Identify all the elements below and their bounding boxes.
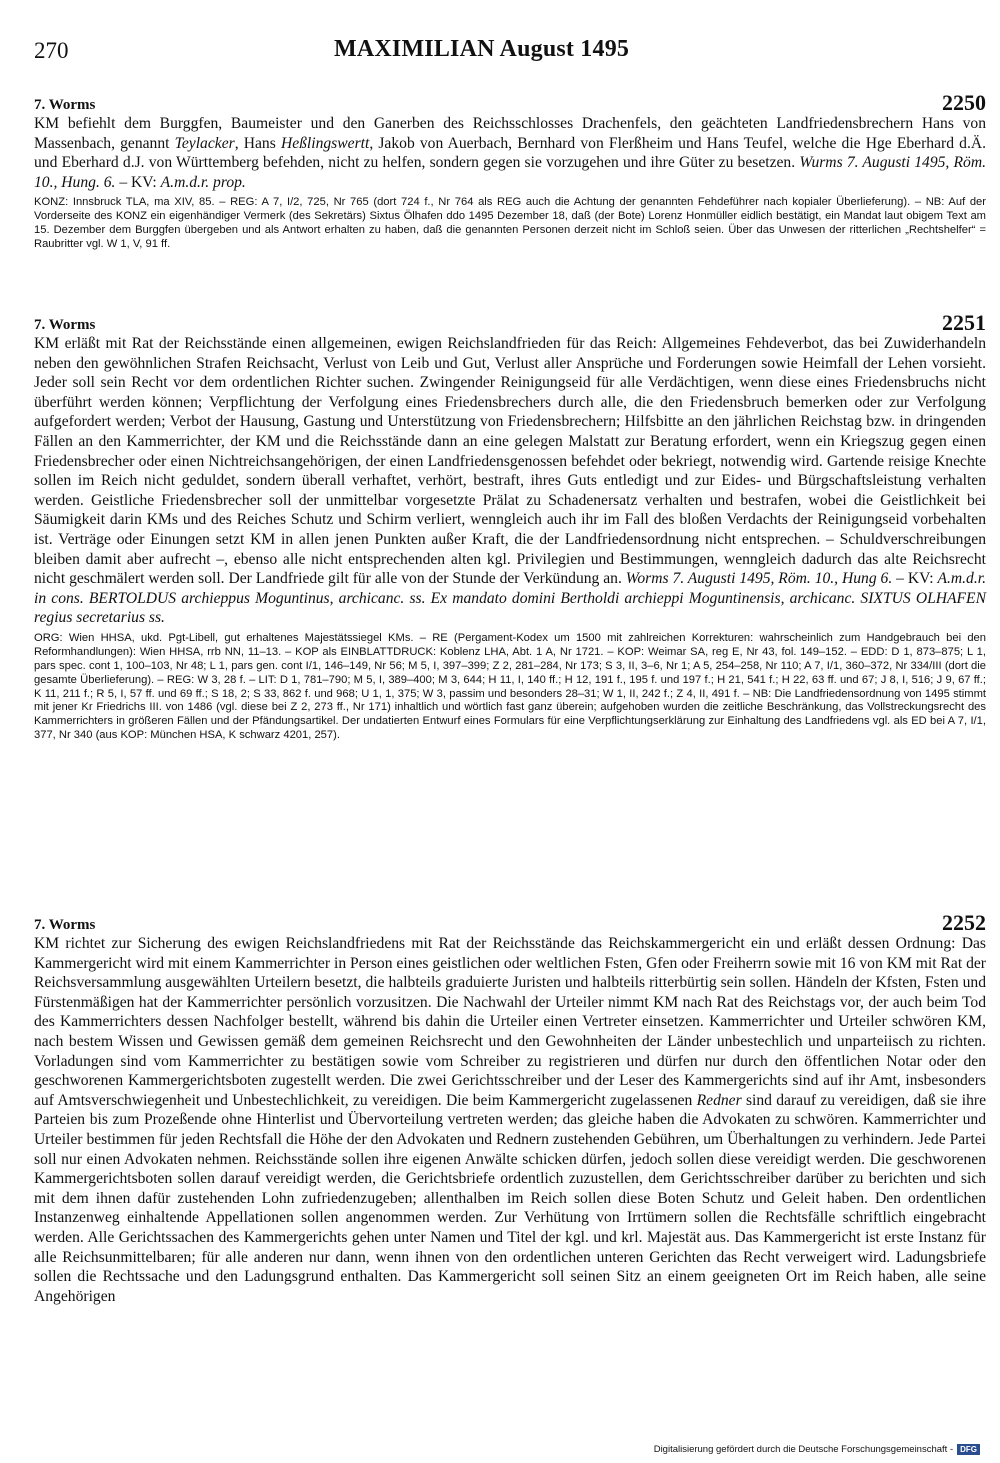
regest-entry-2250 — [34, 92, 986, 252]
entry-number: 2250 — [942, 90, 986, 115]
regest-entry-2252 — [34, 912, 986, 1306]
running-title: MAXIMILIAN August 1495 — [334, 36, 630, 62]
entry-number: 2251 — [942, 310, 986, 335]
entry-head — [34, 92, 986, 114]
entry-number: 2252 — [942, 910, 986, 935]
regest-entry-2251 — [34, 312, 986, 743]
page-header — [34, 38, 986, 68]
entry-place-date: 7. Worms — [34, 97, 96, 113]
page-number: 270 — [34, 38, 69, 63]
document-page — [34, 0, 986, 1463]
entry-head — [34, 912, 986, 934]
regest-text: KM richtet zur Sicherung des ewigen Reichslandfriedens mit Rat der Reichsstände das Reichskammergericht ein und erläßt dessen Ordnung: Das Kammergericht wird mit einem Kammerrichter in Person eines geistlichen oder weltlichen Fsten, Gfen oder Freiherrn sowie mit 16 von KM mit Rat der Reichsversammlung ausgewählten Urteilern besetzt, die halbteils graduierte Juristen und halbteils ritterbürtig sein sollen. Händeln der Kfsten, Fsten und Fürstenmäßigen hat der Kammerrichter persönlich vorzusitzen. Die Nachwahl der Urteiler nimmt KM nach Rat des Reichstags vor, der auch beim Tod des Kammerrichters dessen Nachfolger bestellt, während bis dahin die Urteiler einen Vertreter einsetzen. Kammerrichter und Urteiler schwören KM, nach bestem Wissen und Gewissen gemäß dem gemeinen Reichsrecht und den Gewohnheiten der Länder unbestechlich und unparteiisch zu richten. Vorladungen sind vom Kammerrichter zu bestätigen sowie vom Schreiber zu registrieren und dürfen nur durch den öffentlichen Notar oder den geschworenen Kammergerichtsboten zugestellt werden. Die zwei Gerichtsschreiber und der Leser des Kammergerichts sind auf ihr Amt, insbesonders auf Amtsverschwiegenheit und Unbestechlichkeit, zu vereidigen. Die beim Kammergericht zugelassenen Redner sind darauf zu vereidigen, daß sie ihre Parteien bis zum Prozeßende ohne Hinterlist und Übervorteilung vertreten werden; das gleiche haben die Advokaten zu schwören. Kammerrichter und Urteiler bestimmen für jeden Rechtsfall die Höhe der den Advokaten und Rednern zustehenden Gebühren, um Überhaltungen zu verhindern. Jede Partei soll nur einen Advokaten nehmen. Reichsstände sollen ihre eigenen Anwälte schicken dürfen, jedoch sollen diese vereidigt werden. Die geschworenen Kammergerichtsboten sollen darauf vereidigt werden, die Gerichtsbriefe ordentlich zuzustellen, dem Gerichtsschreiber darüber zu berichten und sich mit dem ihnen dafür zustehenden Lohn zufriedenzugeben; allenthalben im Reich sollen diese Boten Schutz und Geleit haben. Den ordentlichen Instanzenweg einhaltende Appellationen sollen angenommen werden. Zur Verhütung von Irrtümern sollen die Rechtsfälle schriftlich eingebracht werden. Alle Gerichtssachen des Kammergerichts gehen unter Namen und Titel der kgl. und krl. Majestät aus. Das Kammergericht ist erste Instanz für alle Reichsunmittelbaren; für alle anderen nur dann, wenn ihnen von den ordentlichen unteren Gerichten das Recht verweigert wird. Ladungsbriefe sollen die Rechtssache und den Ladungsgrund enthalten. Das Kammergericht soll seinen Sitz an einem geeigneten Ort im Reich haben, alle seine Angehörigen — [34, 935, 986, 1305]
entry-place-date: 7. Worms — [34, 917, 96, 933]
source-notes: ORG: Wien HHSA, ukd. Pgt-Libell, gut erhaltenes Majestätssiegel KMs. – RE (Pergament-Kodex um 1500 mit zahlreichen Korrekturen: wahrscheinlich zum Handgebrauch bei den Reformhandlungen): Wien HHSA, rrb NN, 11–13. – KOP als EINBLATTDRUCK: Koblenz LHA, Abt. 1 A, Nr 1721. – KOP: Weimar SA, reg E, Nr 43, fol. 149–152. – EDD: D 1, 873–875; L 1, pars spec. cont 1, 100–103, Nr 48; L 1, pars gen. cont I/1, 146–149, Nr 56; M 5, I, 397–399; Z 2, 281–284, Nr 173; S 3, II, 3–6, Nr 1; A 5, 254–258, Nr 110; A 7, I/1, 360–372, Nr 334/III (dort die gesamte Überlieferung). – REG: W 3, 28 f. – LIT: D 1, 781–790; M 5, I, 389–400; M 3, 644; H 11, I, 140 ff.; H 12, 191 f., 195 f. und 197 f.; H 21, 541 f.; H 22, 63 ff. und 67; J 8, I, 516; J 9, 67 ff.; K 11, 211 f.; R 5, I, 57 ff. und 69 ff.; S 18, 2; S 33, 862 f. und 968; U 1, 1, 375; W 3, passim und besonders 28–31; W 1, II, 242 f.; Z 4, II, 491 f. – NB: Die Landfriedensordnung von 1495 stimmt mit jener Kr Friedrichs III. von 1486 (vgl. diese bei Z 2, 273 ff., Nr 171) inhaltlich und wörtlich fast ganz überein; aufgehoben wurden die zeitliche Beschränkung, das Vollstreckungsrecht des Kammerrichters in größeren Fällen und der Pfändungsartikel. Der undatierten Entwurf eines Formulars für eine Verpflichtungserklärung zur Einhaltung des Landfriedens vgl. als ED bei A 7, I/1, 377, Nr 340 (aus KOP: München HSA, K schwarz 4201, 257). — [34, 631, 986, 742]
page-footer — [654, 1444, 980, 1455]
source-notes: KONZ: Innsbruck TLA, ma XIV, 85. – REG: A 7, I/2, 725, Nr 765 (dort 724 f., Nr 764 als REG auch die Achtung der genannten Fehdeführer nach kopialer Überlieferung). – NB: Auf der Vorderseite des KONZ ein eigenhändiger Vermerk (des Sekretärs) Sixtus Ölhafen ddo 1495 Dezember 18, daß (der Bote) Lorenz Honmüller eidlich bestätigt, ein Mandat laut obigem Text am 15. Dezember dem Burggfen übergeben und als Antwort erhalten zu haben, daß die genannten Personen derzeit nicht im Schloß seien. Über das Unwesen der ritterlichen „Rechtshelfer“ = Raubritter vgl. W 1, V, 91 ff. — [34, 196, 986, 251]
dfg-logo-icon: DFG — [957, 1444, 980, 1455]
regest-text: KM erläßt mit Rat der Reichsstände einen allgemeinen, ewigen Reichslandfrieden für das Reich: Allgemeines Fehdeverbot, das bei Zuwiderhandeln neben den gewöhnlichen Strafen Reichsacht, Verlust von Leib und Gut, Verlust aller Ansprüche und Forderungen sowie Heimfall der Lehen vorsieht. Jeder soll sein Recht vor dem ordentlichen Richter suchen. Zwingender Reinigungseid für alle Verdächtigen, wenn diese eines Friedensbruchs nicht überführt werden können; Verpflichtung der Verfolgung eines Friedensbrechers durch alle, die den Friedensbruch bemerken oder zur Verfolgung aufgefordert werden; Verbot der Hausung, Gastung und Unterstützung von Friedensbrechern; Hilfsbitte an den jährlichen Reichstag bzw. in dringenden Fällen an den Kammerrichter, der KM und die Reichsstände dann an eine gelegen Malstatt zur Beratung erfordert, wenn ein Kriegszug gegen einen Friedensbrecher oder einen Nichtreichsangehörigen, der einen Landfriedensgenossen befehdet oder bekriegt, notwendig wird. Gartende reisige Knechte sollen im Reich nicht geduldet, sondern überall verhaftet, verhört, bestraft, ihres Guts entledigt und zur Eides- und Bürgschaftsleistung verhalten werden. Geistliche Friedensbrecher soll der unmittelbar vorgesetzte Prälat zu Schadenersatz verhalten und bestrafen, wobei die Geistlichkeit bei Säumigkeit darin KMs und des Reiches Schutz und Schirm verliert, wenngleich auch ihr im Fall des bloßen Verdachts der Reinigungseid vorbehalten ist. Verträge oder Einungen setzt KM in allen jenen Punkten außer Kraft, die der Landfriedensordnung nicht entsprechen. – Schuldverschreibungen bleiben damit aber aufrecht –, ebenso alle nicht entsprechenden alten kgl. Privilegien und Bestimmungen, wenngleich dadurch das alte Reichsrecht nicht geschmälert werden soll. Der Landfriede gilt für alle von der Stunde der Verkündung an. Worms 7. Augusti 1495, Röm. 10., Hung 6. – KV: A.m.d.r. in cons. BERTOLDUS archieppus Moguntinus, archicanc. ss. Ex mandato domini Bertholdi archieppi Moguntinensis, archicanc. SIXTUS OLHAFEN regius secretarius ss. — [34, 335, 986, 627]
entry-head — [34, 312, 986, 334]
entry-place-date: 7. Worms — [34, 317, 96, 333]
digitization-credit: Digitalisierung gefördert durch die Deutsche Forschungsgemeinschaft - — [653, 1444, 954, 1455]
regest-text: KM befiehlt dem Burggfen, Baumeister und den Ganerben des Reichsschlosses Drachenfels, den geächteten Landfriedensbrechern Hans von Massenbach, genannt Teylacker, Hans Heßlingswertt, Jakob von Auerbach, Bernhard von Flerßheim und Hans Teufel, welche die Hge Eberhard d.Ä. und Eberhard d.J. von Württemberg befehden, nicht zu helfen, sondern gegen sie vorzugehen und ihre Güter zu besetzen. Wurms 7. Augusti 1495, Röm. 10., Hung. 6. – KV: A.m.d.r. prop. — [34, 115, 987, 191]
